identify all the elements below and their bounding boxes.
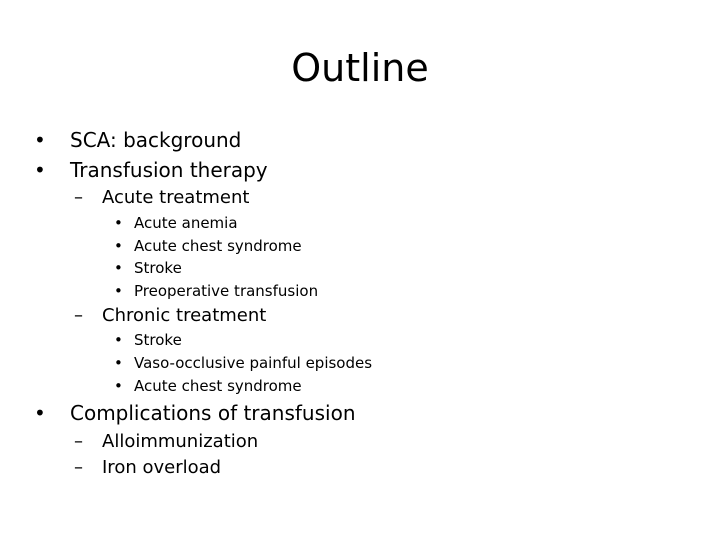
outline-item-label: Transfusion therapy bbox=[70, 158, 268, 182]
bullet-icon: • bbox=[34, 158, 46, 182]
bullet-icon: • bbox=[114, 214, 123, 232]
bullet-icon: • bbox=[114, 331, 123, 349]
outline-subitem-label: Alloimmunization bbox=[102, 431, 259, 452]
outline-item-label: Complications of transfusion bbox=[70, 401, 356, 425]
slide-title: Outline bbox=[291, 46, 429, 90]
outline-detail-label: Acute chest syndrome bbox=[134, 377, 302, 395]
outline-subitem-label: Iron overload bbox=[102, 457, 222, 478]
bullet-icon: • bbox=[34, 128, 46, 152]
bullet-icon: • bbox=[114, 282, 123, 300]
outline-detail-label: Preoperative transfusion bbox=[134, 282, 319, 300]
outline-detail-label: Acute anemia bbox=[134, 214, 238, 232]
outline-detail-label: Vaso-occlusive painful episodes bbox=[134, 354, 373, 372]
outline-detail-label: Stroke bbox=[134, 259, 182, 277]
dash-icon: – bbox=[74, 431, 83, 452]
bullet-icon: • bbox=[114, 259, 123, 277]
bullet-icon: • bbox=[114, 237, 123, 255]
dash-icon: – bbox=[74, 457, 83, 478]
dash-icon: – bbox=[74, 187, 83, 208]
outline-item-label: SCA: background bbox=[70, 128, 242, 152]
bullet-icon: • bbox=[114, 354, 123, 372]
outline-subitem-label: Chronic treatment bbox=[102, 305, 267, 326]
outline-subitem-label: Acute treatment bbox=[102, 187, 250, 208]
outline-detail-label: Stroke bbox=[134, 331, 182, 349]
dash-icon: – bbox=[74, 305, 83, 326]
outline-detail-label: Acute chest syndrome bbox=[134, 237, 302, 255]
bullet-icon: • bbox=[34, 401, 46, 425]
bullet-icon: • bbox=[114, 377, 123, 395]
